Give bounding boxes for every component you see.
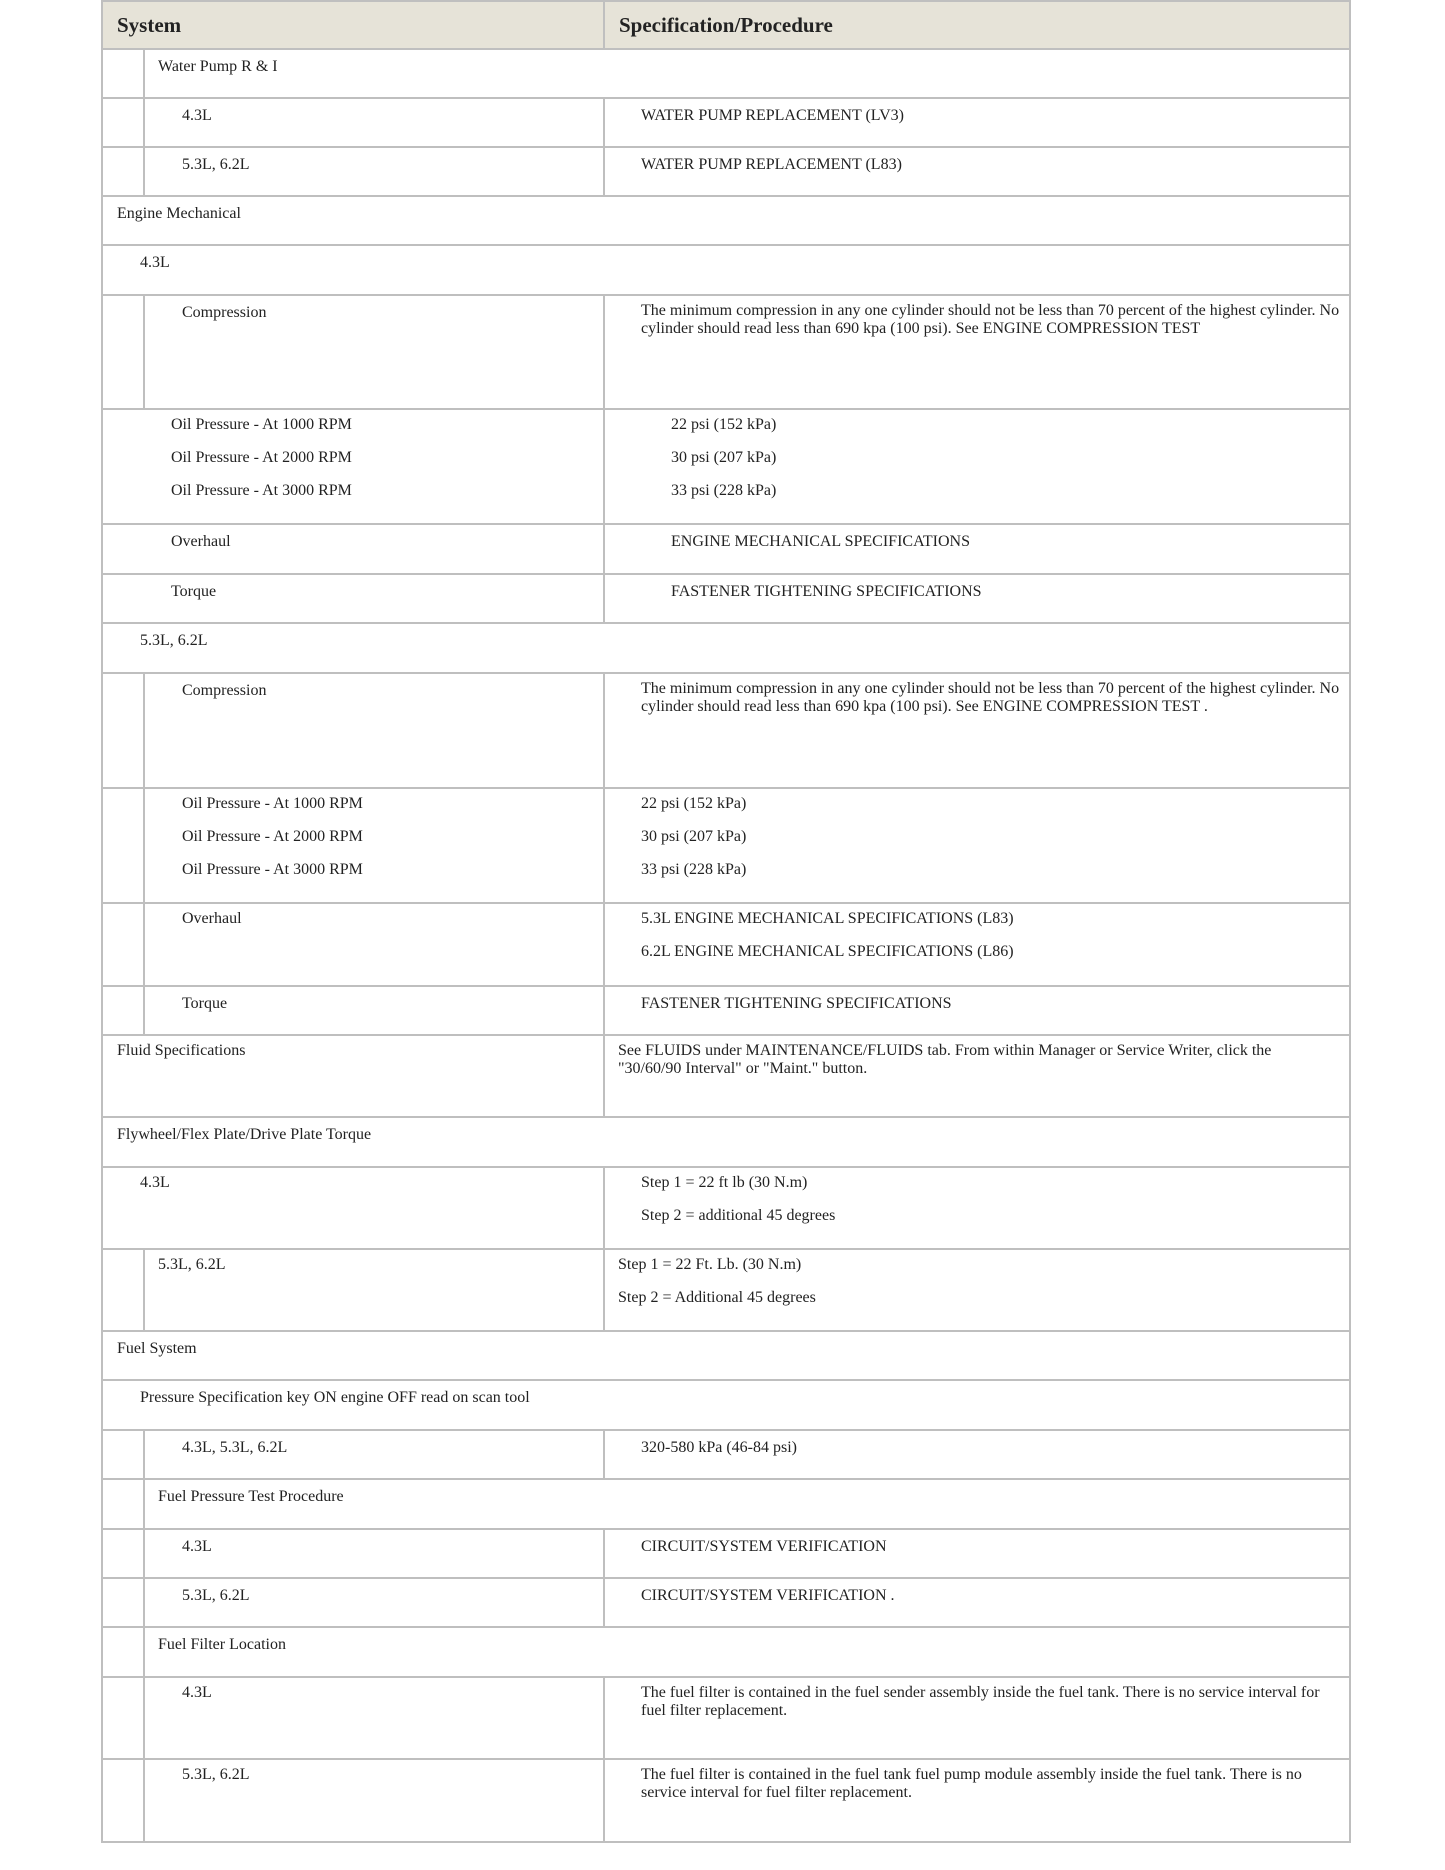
row-label: 4.3L, 5.3L, 6.2L: [182, 1439, 288, 1456]
row-value: WATER PUMP REPLACEMENT (LV3): [641, 107, 904, 124]
row-label: 4.3L: [140, 254, 170, 271]
row-value: 33 psi (228 kPa): [671, 482, 777, 499]
row-value: WATER PUMP REPLACEMENT (L83): [641, 156, 902, 173]
row-value: 33 psi (228 kPa): [641, 861, 747, 878]
row-value: 30 psi (207 kPa): [641, 828, 747, 845]
row-value: 22 psi (152 kPa): [641, 795, 747, 812]
table-row: [101, 789, 1351, 904]
row-label: Overhaul: [171, 533, 231, 550]
row-label: 5.3L, 6.2L: [182, 1766, 250, 1783]
row-value: FASTENER TIGHTENING SPECIFICATIONS: [641, 995, 952, 1012]
table-row: [101, 904, 1351, 987]
row-label: 4.3L: [182, 107, 212, 124]
table-row: [101, 1579, 1351, 1628]
row-label: Oil Pressure - At 3000 RPM: [182, 861, 363, 878]
row-value: 6.2L ENGINE MECHANICAL SPECIFICATIONS (L86): [641, 943, 1014, 960]
row-value: 30 psi (207 kPa): [671, 449, 777, 466]
row-label: Oil Pressure - At 2000 RPM: [182, 828, 363, 845]
row-value: The minimum compression in any one cylinder should not be less than 70 percent of the highest cylinder. No cylinder should read less than 690 kpa (100 psi). See ENGINE COMPRESSION TEST .: [641, 680, 1340, 715]
table-row: [101, 197, 1351, 246]
row-label: Fuel Filter Location: [158, 1636, 286, 1653]
row-value: 5.3L ENGINE MECHANICAL SPECIFICATIONS (L83): [641, 910, 1014, 927]
table-row: [101, 1480, 1351, 1530]
table-row: [101, 1628, 1351, 1678]
row-label: Torque: [171, 583, 217, 600]
table-row: [101, 1036, 1351, 1118]
table-header: [101, 0, 1351, 50]
table-row: [101, 50, 1351, 99]
row-label: Compression: [182, 682, 267, 699]
table-row: [101, 1530, 1351, 1579]
row-value: Step 2 = additional 45 degrees: [641, 1207, 836, 1224]
table-row: [101, 1678, 1351, 1760]
table-row: [101, 148, 1351, 197]
table-row: [101, 1332, 1351, 1381]
section-label: Flywheel/Flex Plate/Drive Plate Torque: [117, 1126, 372, 1143]
table-row: [101, 246, 1351, 296]
row-value: CIRCUIT/SYSTEM VERIFICATION .: [641, 1587, 895, 1604]
table-row: [101, 525, 1351, 575]
row-label: Overhaul: [182, 910, 242, 927]
table-row: [101, 296, 1351, 410]
table-row: [101, 575, 1351, 624]
row-value: FASTENER TIGHTENING SPECIFICATIONS: [671, 583, 982, 600]
row-value: The fuel filter is contained in the fuel tank fuel pump module assembly inside the fuel tank. There is no service interval for fuel filter replacement.: [641, 1766, 1302, 1801]
row-label: Torque: [182, 995, 228, 1012]
row-label: Oil Pressure - At 2000 RPM: [171, 449, 352, 466]
section-label: Fuel System: [117, 1340, 197, 1357]
table-row: [101, 987, 1351, 1036]
section-label: Engine Mechanical: [117, 205, 241, 222]
row-value: 320-580 kPa (46-84 psi): [641, 1439, 797, 1456]
header-system: System: [117, 13, 182, 37]
row-label: Oil Pressure - At 1000 RPM: [182, 795, 363, 812]
row-label: Oil Pressure - At 1000 RPM: [171, 416, 352, 433]
row-value: Step 1 = 22 ft lb (30 N.m): [641, 1174, 808, 1191]
row-value: The fuel filter is contained in the fuel sender assembly inside the fuel tank. There is no service interval for fuel filter replacement.: [641, 1684, 1320, 1719]
row-label: 5.3L, 6.2L: [182, 156, 250, 173]
row-label: Fuel Pressure Test Procedure: [158, 1488, 344, 1505]
table-row: [101, 410, 1351, 525]
table-row: [101, 1760, 1351, 1843]
table-row: [101, 1118, 1351, 1168]
row-label: 4.3L: [182, 1538, 212, 1555]
row-label: Pressure Specification key ON engine OFF read on scan tool: [140, 1389, 530, 1406]
row-label: 5.3L, 6.2L: [140, 632, 208, 649]
row-value: See FLUIDS under MAINTENANCE/FLUIDS tab. From within Manager or Service Writer, click the "30/60/90 Interval" or "Maint." button.: [618, 1042, 1272, 1077]
row-value: Step 1 = 22 Ft. Lb. (30 N.m): [618, 1256, 802, 1273]
row-value: 22 psi (152 kPa): [671, 416, 777, 433]
row-label: Water Pump R & I: [158, 58, 278, 75]
row-value: CIRCUIT/SYSTEM VERIFICATION: [641, 1538, 887, 1555]
row-label: 4.3L: [182, 1684, 212, 1701]
row-label: Compression: [182, 304, 267, 321]
table-row: [101, 1250, 1351, 1332]
row-label: Oil Pressure - At 3000 RPM: [171, 482, 352, 499]
row-value: Step 2 = Additional 45 degrees: [618, 1289, 816, 1306]
table-row: [101, 1381, 1351, 1431]
header-spec: Specification/Procedure: [619, 13, 833, 37]
table-row: [101, 1168, 1351, 1250]
row-label: 4.3L: [140, 1174, 170, 1191]
table-row: [101, 99, 1351, 148]
section-label: Fluid Specifications: [117, 1042, 246, 1059]
row-value: The minimum compression in any one cylinder should not be less than 70 percent of the highest cylinder. No cylinder should read less than 690 kpa (100 psi). See ENGINE COMPRESSION TEST: [641, 302, 1340, 337]
row-label: 5.3L, 6.2L: [182, 1587, 250, 1604]
table-row: [101, 624, 1351, 674]
row-value: ENGINE MECHANICAL SPECIFICATIONS: [671, 533, 970, 550]
row-label: 5.3L, 6.2L: [158, 1256, 226, 1273]
table-row: [101, 1431, 1351, 1480]
table-row: [101, 674, 1351, 789]
